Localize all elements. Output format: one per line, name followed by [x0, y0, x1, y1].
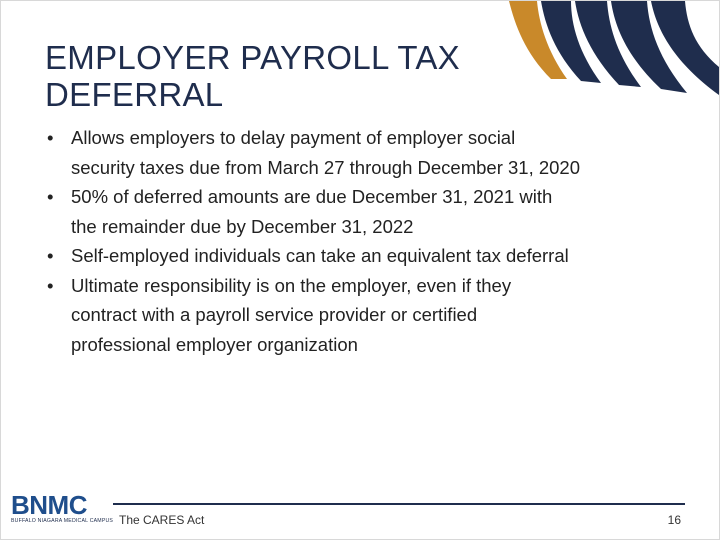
bullet-text-line: the remainder due by December 31, 2022 — [71, 215, 414, 237]
bullet-text-line: security taxes due from March 27 through December 31, 2020 — [71, 156, 581, 178]
bnmc-logo — [11, 491, 115, 531]
logo-tagline: BUFFALO NIAGARA MEDICAL CAMPUS — [11, 518, 114, 524]
bullet-item — [45, 241, 685, 271]
corner-swoosh-decoration — [509, 1, 719, 111]
slide-title — [45, 39, 515, 113]
bullet-text-line: 50% of deferred amounts are due December 31, 2021 with — [71, 186, 553, 207]
bullet-text-line: Ultimate responsibility is on the employer, even if they — [71, 274, 512, 296]
slide-number: 16 — [667, 513, 681, 527]
slide-title-line-1: EMPLOYER PAYROLL TAX — [45, 39, 460, 76]
bullet-text-line: contract with a payroll service provider or certified — [71, 304, 478, 325]
bullet-text-line: Allows employers to delay payment of employer social — [71, 127, 516, 148]
bullet-text-line: professional employer organization — [71, 333, 358, 355]
bullet-item — [45, 182, 685, 241]
bullet-glyph: • — [47, 245, 54, 266]
bullet-list — [45, 123, 685, 359]
bullet-glyph: • — [47, 274, 54, 296]
footer-divider — [113, 503, 685, 505]
bullet-glyph: • — [47, 127, 54, 148]
bullet-glyph: • — [47, 186, 54, 207]
bullet-item — [45, 271, 685, 360]
slide-title-line-2: DEFERRAL — [45, 76, 224, 113]
bullet-text-line: Self-employed individuals can take an equivalent tax deferral — [71, 245, 569, 266]
bullet-item — [45, 123, 685, 182]
footer-presentation-title: The CARES Act — [119, 513, 205, 527]
logo-wordmark: BNMC — [11, 490, 87, 520]
